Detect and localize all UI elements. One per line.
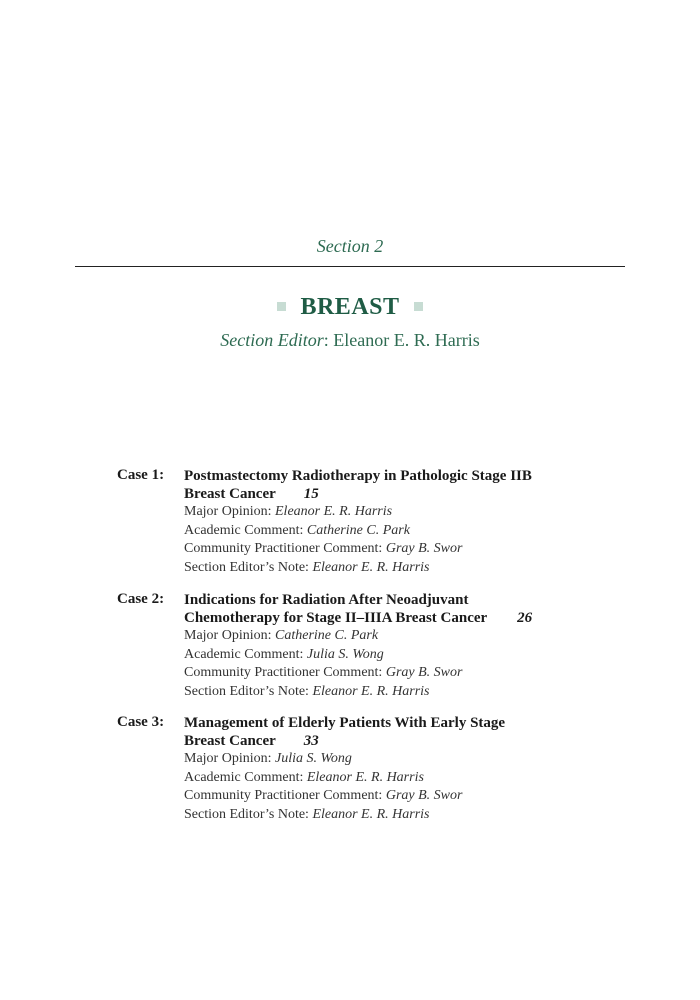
contributor-line: Community Practitioner Comment: Gray B. Swor (184, 541, 463, 556)
divider-rule (75, 266, 625, 267)
contributor-line: Section Editor’s Note: Eleanor E. R. Harris (184, 559, 430, 575)
page-number: 26 (517, 610, 533, 626)
contributor-line: Section Editor’s Note: Eleanor E. R. Harris (184, 683, 430, 699)
case-title-line: Chemotherapy for Stage II–IIIA Breast Cancer (184, 610, 488, 626)
case-title-line: Breast Cancer (184, 733, 276, 749)
contributor-line: Major Opinion: Eleanor E. R. Harris (184, 504, 393, 519)
contributor-line: Academic Comment: Eleanor E. R. Harris (184, 769, 424, 785)
case-title-line: Breast Cancer (184, 486, 276, 502)
square-bullet-icon (277, 302, 286, 311)
contributor-line: Community Practitioner Comment: Gray B. Swor (184, 788, 463, 803)
contributor-line: Academic Comment: Catherine C. Park (184, 522, 410, 538)
case-title-line: Management of Elderly Patients With Early Stage (184, 715, 506, 731)
case-entry (117, 467, 587, 577)
contributor-line: Major Opinion: Julia S. Wong (184, 751, 352, 766)
case-title[interactable] (184, 467, 587, 503)
case-title-line: Postmastectomy Radiotherapy in Pathologic Stage IIB (184, 468, 532, 484)
section-label: Section 2 (316, 236, 384, 256)
section-editor-sep: : (323, 330, 329, 350)
case-entry (117, 591, 587, 701)
section-editor (0, 330, 700, 351)
contributor-line: Major Opinion: Catherine C. Park (184, 628, 379, 643)
page-number: 33 (303, 733, 319, 749)
case-title-line: Indications for Radiation After Neoadjuvant (184, 592, 469, 608)
section-editor-label: Section Editor (220, 330, 324, 350)
section-title (0, 294, 700, 321)
case-title[interactable] (184, 591, 587, 627)
square-bullet-icon (414, 302, 423, 311)
section-editor-name: Eleanor E. R. Harris (333, 330, 480, 350)
case-entry (117, 714, 587, 824)
section-title-text: BREAST (300, 294, 400, 320)
contributor-line: Academic Comment: Julia S. Wong (184, 646, 384, 662)
case-number: Case 1: (117, 467, 165, 483)
case-number: Case 3: (117, 714, 165, 730)
page-number: 15 (303, 486, 319, 502)
case-number: Case 2: (117, 591, 165, 607)
contributor-line: Section Editor’s Note: Eleanor E. R. Harris (184, 806, 430, 822)
contributor-line: Community Practitioner Comment: Gray B. Swor (184, 665, 463, 680)
case-title[interactable] (184, 714, 587, 750)
